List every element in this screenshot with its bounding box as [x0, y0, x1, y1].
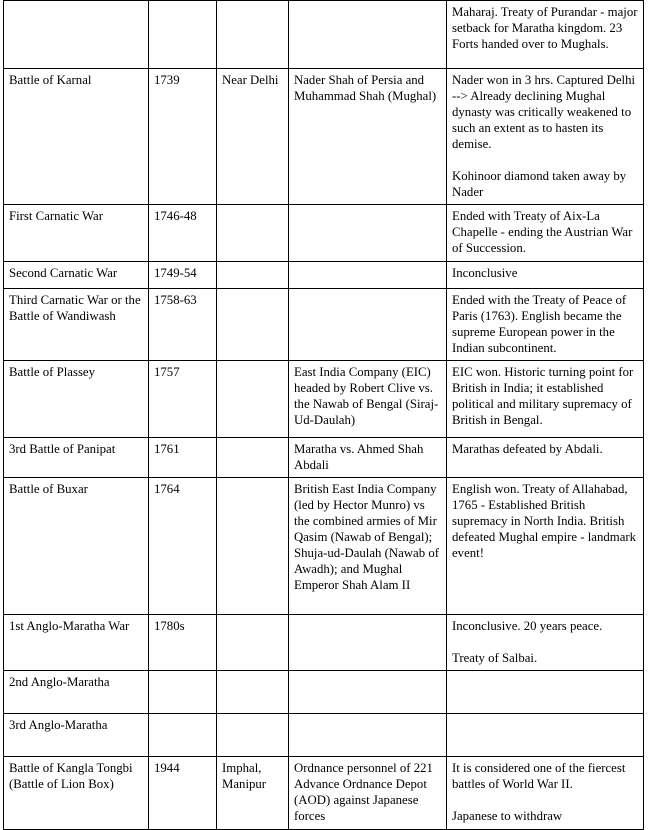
battle-name-text: 3rd Anglo-Maratha [9, 718, 108, 732]
table-row [4, 1, 644, 69]
table-row [4, 714, 644, 757]
cell-place [217, 69, 289, 205]
cell-result [447, 361, 644, 438]
cell-participants [289, 69, 447, 205]
cell-result [447, 671, 644, 714]
table-row [4, 671, 644, 714]
year-text: 1780s [154, 619, 185, 633]
cell-place [217, 438, 289, 478]
cell-participants [289, 714, 447, 757]
year-text: 1758-63 [154, 293, 197, 307]
battle-name-text: First Carnatic War [9, 209, 103, 223]
cell-battle-name [4, 757, 149, 830]
cell-result [447, 615, 644, 671]
cell-battle-name [4, 262, 149, 289]
table-row [4, 615, 644, 671]
result-paragraph: Treaty of Salbai. [452, 651, 538, 665]
place-text: Near Delhi [222, 73, 279, 87]
result-paragraph: Marathas defeated by Abdali. [452, 442, 603, 456]
year-text: 1757 [154, 365, 180, 379]
participants-text: East India Company (EIC) headed by Robert Clive vs. the Nawab of Bengal (Siraj-Ud-Daulah) [294, 365, 439, 427]
participants-text: Maratha vs. Ahmed Shah Abdali [294, 442, 424, 472]
battle-name-text: Second Carnatic War [9, 266, 118, 280]
cell-place [217, 1, 289, 69]
cell-place [217, 289, 289, 361]
cell-battle-name [4, 289, 149, 361]
table-row [4, 262, 644, 289]
cell-year [149, 478, 217, 615]
result-paragraph: Ended with the Treaty of Peace of Paris (1763). English became the supreme European power in the Indian subcontinent. [452, 293, 627, 355]
cell-place [217, 757, 289, 830]
battles-table [3, 0, 644, 830]
cell-place [217, 262, 289, 289]
participants-text: Nader Shah of Persia and Muhammad Shah (Mughal) [294, 73, 437, 103]
cell-result [447, 438, 644, 478]
cell-place [217, 615, 289, 671]
cell-battle-name [4, 1, 149, 69]
battle-name-text: 3rd Battle of Panipat [9, 442, 116, 456]
cell-battle-name [4, 69, 149, 205]
cell-participants [289, 262, 447, 289]
result-paragraph: Maharaj. Treaty of Purandar - major setback for Maratha kingdom. 23 Forts handed over to Mughals. [452, 5, 638, 51]
year-text: 1761 [154, 442, 180, 456]
cell-participants [289, 1, 447, 69]
battle-name-text: 2nd Anglo-Maratha [9, 675, 110, 689]
cell-result [447, 1, 644, 69]
cell-battle-name [4, 714, 149, 757]
year-text: 1749-54 [154, 266, 197, 280]
table-row [4, 438, 644, 478]
cell-battle-name [4, 671, 149, 714]
cell-year [149, 615, 217, 671]
table-row [4, 69, 644, 205]
battle-name-text: Battle of Karnal [9, 73, 92, 87]
cell-participants [289, 205, 447, 262]
table-row [4, 205, 644, 262]
cell-battle-name [4, 205, 149, 262]
table-row [4, 478, 644, 615]
table-row [4, 757, 644, 830]
cell-battle-name [4, 478, 149, 615]
cell-year [149, 757, 217, 830]
result-paragraph: EIC won. Historic turning point for British in India; it established political and military supremacy of British in Bengal. [452, 365, 634, 427]
battle-name-text: Battle of Plassey [9, 365, 96, 379]
cell-participants [289, 671, 447, 714]
battle-name-text: Battle of Buxar [9, 482, 88, 496]
cell-place [217, 478, 289, 615]
result-paragraph: Inconclusive. 20 years peace. [452, 619, 603, 633]
cell-result [447, 478, 644, 615]
cell-place [217, 714, 289, 757]
cell-battle-name [4, 615, 149, 671]
cell-year [149, 671, 217, 714]
cell-participants [289, 757, 447, 830]
cell-result [447, 289, 644, 361]
cell-year [149, 262, 217, 289]
cell-place [217, 205, 289, 262]
cell-year [149, 69, 217, 205]
cell-battle-name [4, 438, 149, 478]
result-paragraph: Japanese to withdraw [452, 809, 563, 823]
cell-year [149, 205, 217, 262]
cell-participants [289, 478, 447, 615]
cell-place [217, 361, 289, 438]
cell-result [447, 205, 644, 262]
cell-result [447, 757, 644, 830]
battle-name-text: Battle of Kangla Tongbi (Battle of Lion Box) [9, 761, 133, 791]
table-row [4, 361, 644, 438]
result-paragraph: Inconclusive [452, 266, 518, 280]
cell-result [447, 714, 644, 757]
battle-name-text: Third Carnatic War or the Battle of Wandiwash [9, 293, 141, 323]
cell-participants [289, 361, 447, 438]
table-row [4, 289, 644, 361]
cell-year [149, 714, 217, 757]
battle-name-text: 1st Anglo-Maratha War [9, 619, 130, 633]
cell-participants [289, 289, 447, 361]
cell-participants [289, 615, 447, 671]
result-paragraph: Ended with Treaty of Aix-La Chapelle - ending the Austrian War of Succession. [452, 209, 633, 255]
year-text: 1764 [154, 482, 180, 496]
participants-text: Ordnance personnel of 221 Advance Ordnance Depot (AOD) against Japanese forces [294, 761, 433, 823]
cell-result [447, 69, 644, 205]
year-text: 1944 [154, 761, 180, 775]
year-text: 1739 [154, 73, 180, 87]
cell-place [217, 671, 289, 714]
cell-year [149, 289, 217, 361]
year-text: 1746-48 [154, 209, 197, 223]
cell-year [149, 1, 217, 69]
cell-year [149, 438, 217, 478]
result-paragraph: Kohinoor diamond taken away by Nader [452, 169, 627, 199]
cell-battle-name [4, 361, 149, 438]
result-paragraph: English won. Treaty of Allahabad, 1765 - Established British supremacy in North India. British defeated Mughal empire - landmark event! [452, 482, 637, 560]
cell-participants [289, 438, 447, 478]
cell-year [149, 361, 217, 438]
result-paragraph: It is considered one of the fiercest battles of World War II. [452, 761, 626, 791]
participants-text: British East India Company (led by Hector Munro) vs the combined armies of Mir Qasim (Nawab of Bengal); Shuja-ud-Daulah (Nawab of Awadh); and Mughal Emperor Shah Alam II [294, 482, 439, 592]
battles-table-body [4, 1, 644, 830]
result-paragraph: Nader won in 3 hrs. Captured Delhi --> Already declining Mughal dynasty was critically weakened to such an extent as to hasten its demise. [452, 73, 636, 151]
place-text: Imphal, Manipur [222, 761, 267, 791]
cell-result [447, 262, 644, 289]
